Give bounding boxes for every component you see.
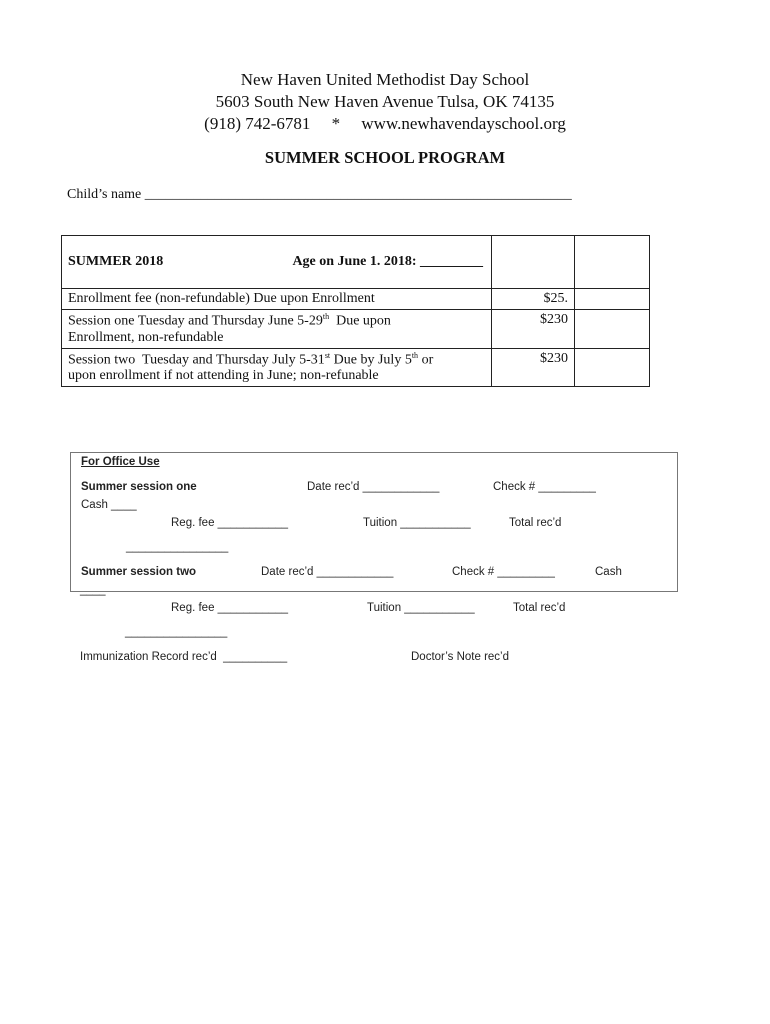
session-two-date-field[interactable]: Date rec’d ____________ — [261, 566, 394, 578]
child-name-field[interactable]: Child’s name _____________________________________________________________ — [67, 187, 572, 202]
fee-description: Session one Tuesday and Thursday June 5-29th Due upon Enrollment, non-refundable — [62, 310, 492, 349]
age-field[interactable]: Age on June 1. 2018: _________ — [292, 254, 483, 269]
session-two-total-field[interactable]: ________________ — [125, 626, 228, 638]
session-one-label: Summer session one — [81, 481, 197, 493]
fee-amount: $230 — [492, 348, 575, 387]
session-two-cash-field[interactable]: ____ — [80, 584, 106, 596]
table-row — [62, 289, 650, 310]
school-contact: (918) 742-6781 * www.newhavendayschool.org — [204, 114, 566, 133]
table-row — [62, 348, 650, 387]
blank-cell[interactable] — [575, 348, 650, 387]
office-use-box — [70, 452, 678, 592]
season-label: SUMMER 2018 — [68, 254, 164, 269]
session-one-date-field[interactable]: Date rec’d ____________ — [307, 481, 440, 493]
session-one-cash-field[interactable]: Cash ____ — [81, 499, 137, 511]
table-row — [62, 310, 650, 349]
table-header-row — [62, 236, 650, 289]
session-one-reg-fee-field[interactable]: Reg. fee ___________ — [171, 517, 289, 529]
immunization-field[interactable]: Immunization Record rec’d __________ — [80, 651, 288, 663]
fees-table — [61, 235, 650, 387]
session-two-check-field[interactable]: Check # _________ — [452, 566, 555, 578]
session-two-total-label: Total rec’d — [513, 602, 566, 614]
session-one-check-field[interactable]: Check # _________ — [493, 481, 596, 493]
session-one-total-label: Total rec’d — [509, 517, 562, 529]
session-two-tuition-field[interactable]: Tuition ___________ — [367, 602, 475, 614]
office-use-title: For Office Use — [81, 456, 160, 468]
fee-description: Session two Tuesday and Thursday July 5-31st Due by July 5th or upon enrollment if not attending in June; non-refunable — [62, 348, 492, 387]
school-name: New Haven United Methodist Day School — [240, 70, 530, 89]
fee-amount: $230 — [492, 310, 575, 349]
session-one-tuition-field[interactable]: Tuition ___________ — [363, 517, 471, 529]
session-two-reg-fee-field[interactable]: Reg. fee ___________ — [171, 602, 289, 614]
blank-cell[interactable] — [575, 236, 650, 289]
school-address: 5603 South New Haven Avenue Tulsa, OK 74135 — [215, 92, 555, 111]
fee-description: Enrollment fee (non-refundable) Due upon Enrollment — [62, 289, 492, 310]
doctors-note-label: Doctor’s Note rec’d — [411, 651, 510, 663]
blank-cell[interactable] — [575, 289, 650, 310]
session-two-cash-label: Cash — [595, 566, 622, 578]
fee-amount: $25. — [492, 289, 575, 310]
program-title: SUMMER SCHOOL PROGRAM — [264, 148, 506, 167]
blank-cell[interactable] — [575, 310, 650, 349]
session-two-label: Summer session two — [81, 566, 197, 578]
session-one-total-field[interactable]: ________________ — [126, 541, 229, 553]
